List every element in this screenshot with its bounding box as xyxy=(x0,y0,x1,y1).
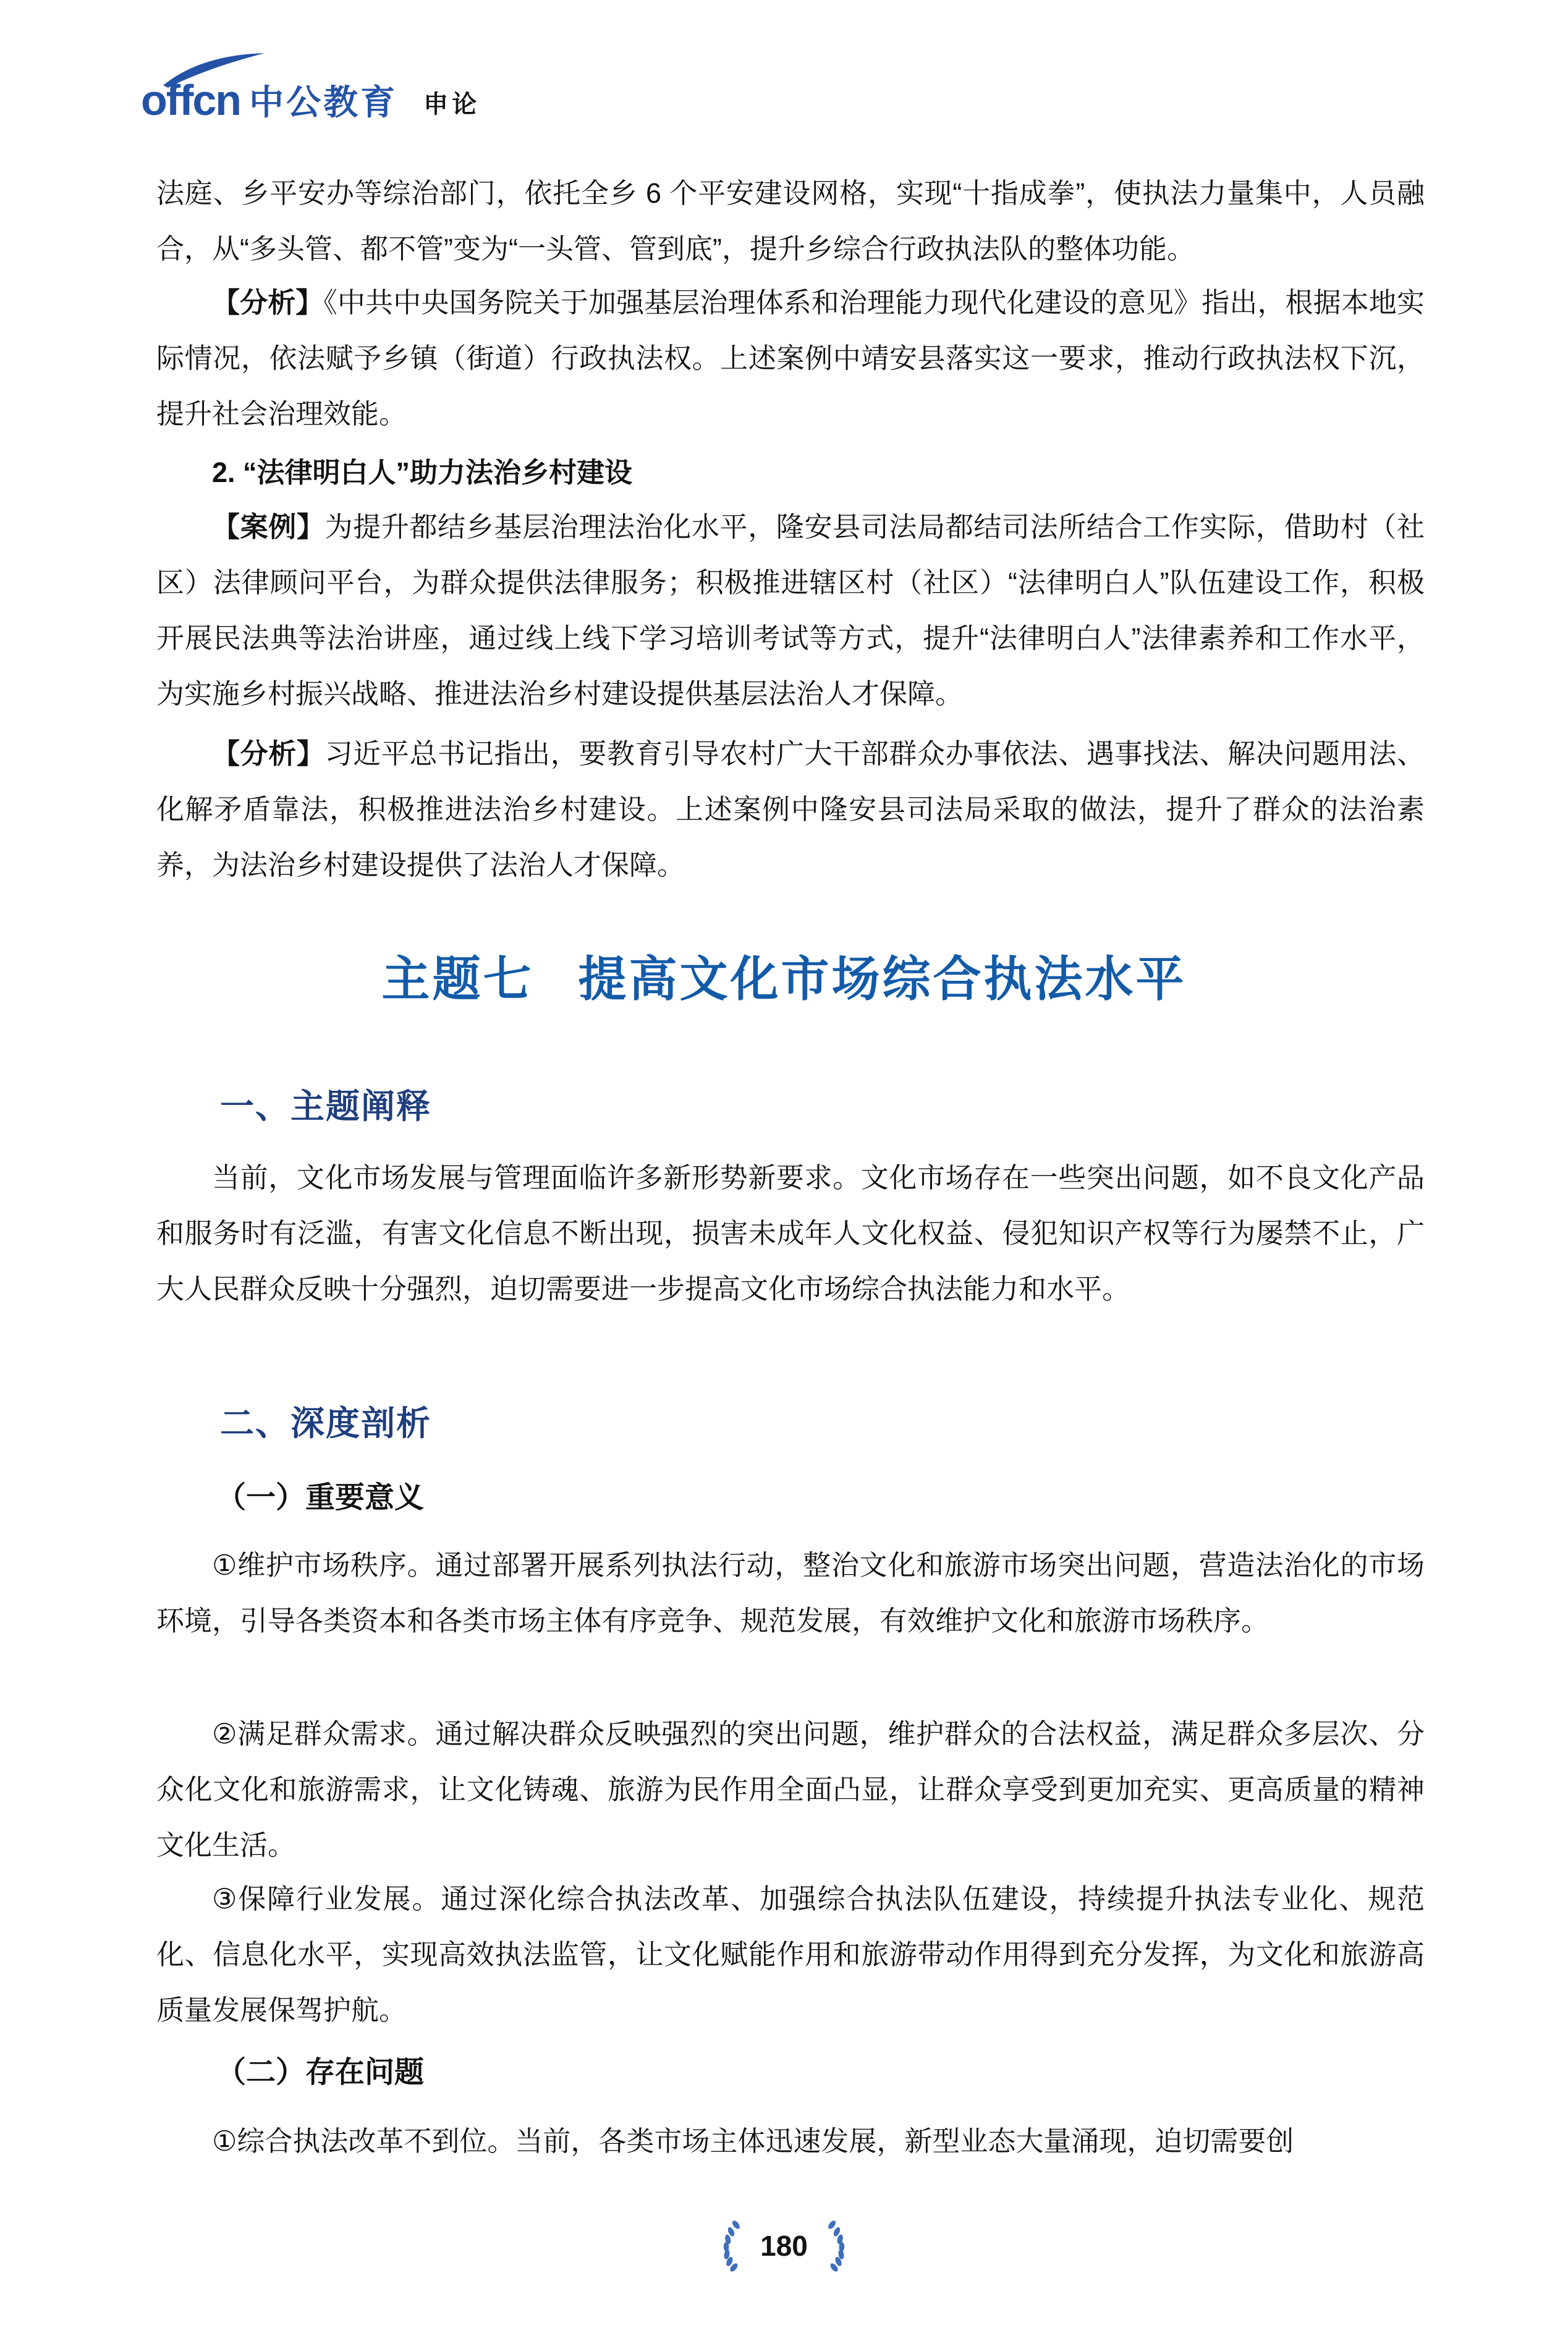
paragraph-point-2: ②满足群众需求。通过解决群众反映强烈的突出问题，维护群众的合法权益，满足群众多层次、分众化文化和旅游需求，让文化铸魂、旅游为民作用全面凸显，让群众享受到更加充实、更高质量的精神文化生活。 xyxy=(156,1718,1425,1861)
chapter-title xyxy=(0,948,1568,1010)
sub-heading-2: （二）存在问题 xyxy=(216,2056,425,2089)
paragraph-point-3: ③保障行业发展。通过深化综合执法改革、加强综合执法队伍建设，持续提升执法专业化、规范化、信息化水平，实现高效执法监管，让文化赋能作用和旅游带动作用得到充分发挥，为文化和旅游高质量发展保驾护航。 xyxy=(156,1883,1425,2026)
laurel-right-icon xyxy=(824,2220,850,2272)
logo-swoosh-icon xyxy=(162,53,267,88)
section-heading-2: 二、深度剖析 xyxy=(220,1404,432,1442)
paragraph-point-4: ①综合执法改革不到位。当前，各类市场主体迅速发展，新型业态大量涌现，迫切需要创 xyxy=(212,2125,1294,2157)
paragraph-analysis-1 xyxy=(156,275,1425,442)
page-number: 180 xyxy=(760,2230,808,2262)
section-heading-1: 一、主题阐释 xyxy=(220,1087,432,1125)
analysis-text: 《中共中央国务院关于加强基层治理体系和治理能力现代化建设的意见》指出，根据本地实际情况，依法赋予乡镇（街道）行政执法权。上述案例中靖安县落实这一要求，推动行政执法权下沉，提升社会治理效能。 xyxy=(156,287,1425,430)
analysis-label: 【分析】 xyxy=(212,287,324,318)
chapter-number: 主题七 xyxy=(381,952,534,1006)
paragraph-continuation: 法庭、乡平安办等综治部门，依托全乡 6 个平安建设网格，实现“十指成拳”，使执法力量集中，人员融合，从“多头管、都不管”变为“一头管、管到底”，提升乡综合行政执法队的整体功能。 xyxy=(156,177,1425,265)
laurel-left-icon xyxy=(718,2220,744,2272)
page-footer xyxy=(0,2220,1568,2272)
analysis-text: 习近平总书记指出，要教育引导农村广大干部群众办事依法、遇事找法、解决问题用法、化解矛盾靠法，积极推进法治乡村建设。上述案例中隆安县司法局采取的做法，提升了群众的法治素养，为法治乡村建设提供了法治人才保障。 xyxy=(156,738,1425,881)
header-brand xyxy=(141,69,480,131)
logo-cjk-text: 中公教育 xyxy=(249,83,398,122)
sub-heading-1: （一）重要意义 xyxy=(216,1481,425,1514)
paragraph-section-1: 当前，文化市场发展与管理面临许多新形势新要求。文化市场存在一些突出问题，如不良文化产品和服务时有泛滥，有害文化信息不断出现，损害未成年人文化权益、侵犯知识产权等行为屡禁不止，广大人民群众反映十分强烈，迫切需要进一步提高文化市场综合执法能力和水平。 xyxy=(156,1162,1425,1305)
numbered-heading-2: 2. “法律明白人”助力法治乡村建设 xyxy=(212,457,633,488)
subject-label: 申论 xyxy=(423,91,481,118)
paragraph-case xyxy=(156,499,1425,722)
offcn-logo xyxy=(141,69,240,131)
paragraph-point-1: ①维护市场秩序。通过部署开展系列执法行动，整治文化和旅游市场突出问题，营造法治化的市场环境，引导各类资本和各类市场主体有序竞争、规范发展，有效维护文化和旅游市场秩序。 xyxy=(156,1549,1425,1636)
analysis-label: 【分析】 xyxy=(212,738,325,769)
paragraph-analysis-2 xyxy=(156,726,1425,893)
case-text: 为提升都结乡基层治理法治化水平，隆安县司法局都结司法所结合工作实际，借助村（社区）法律顾问平台，为群众提供法律服务；积极推进辖区村（社区）“法律明白人”队伍建设工作，积极开展民法典等法治讲座，通过线上线下学习培训考试等方式，提升“法律明白人”法律素养和工作水平，为实施乡村振兴战略、推进法治乡村建设提供基层法治人才保障。 xyxy=(156,511,1425,709)
offcn-logo-text: offcn xyxy=(141,76,241,124)
case-label: 【案例】 xyxy=(212,511,325,543)
chapter-title-text: 提高文化市场综合执法水平 xyxy=(578,952,1187,1006)
